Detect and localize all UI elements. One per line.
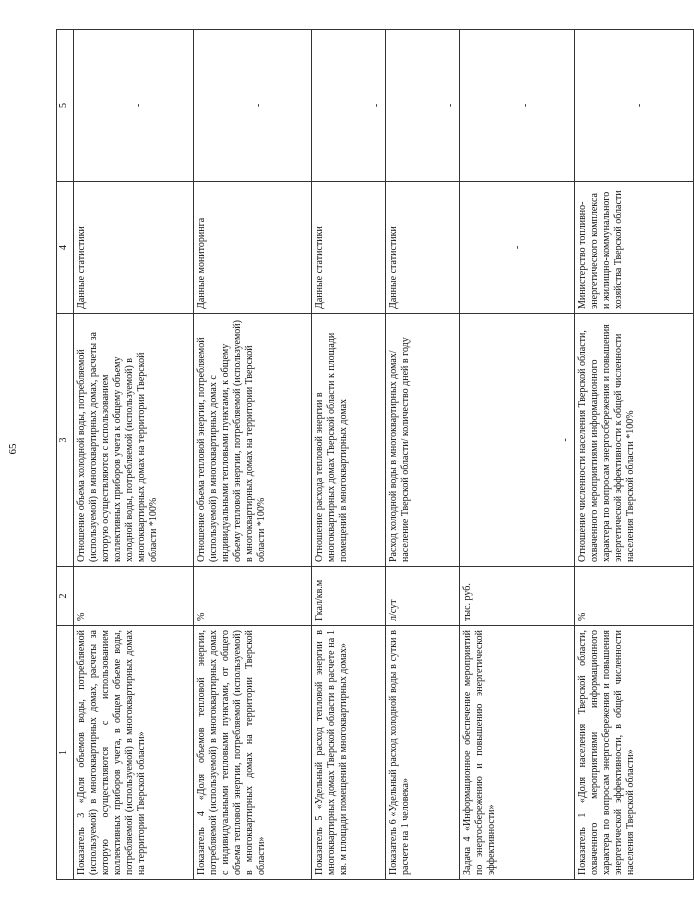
data-source: Министерство топливно-энергетического комплекса и жилищно-коммунального хозяйства Тверской области [574,182,693,314]
header-col5: 5 [57,30,74,182]
table-row [386,30,460,880]
page-number: 65 [7,443,19,455]
indicator-name: Показатель 6 «Удельный расход холодной воды в сутки в расчете на 1 человека» [386,626,460,880]
table-row [74,30,194,880]
unit: л/сут [386,567,460,626]
unit: тыс. руб. [460,567,575,626]
table-row [574,30,693,880]
note: - [574,30,693,182]
data-source: Данные статистики [74,182,194,314]
calculation-method: Отношение объема тепловой энергии, потребляемой (используемой) в многоквартирных домах с индивидуальными тепловыми пунктами, к общему объему тепловой энергии, потребляемой (используемой) в многоквартирных домах на территории Тверской области *100% [194,314,312,567]
header-row [57,30,74,880]
data-source: Данные статистики [386,182,460,314]
data-source: Данные статистики [312,182,386,314]
calculation-method: Отношение объема холодной воды, потребляемой (используемой) в многоквартирных домах, расчеты за которую осуществляются с использованием коллективных приборов учета к общему объему холодной воды, потребляемой (используемой) в многоквартирных домах на территории Тверской области *100% [74,314,194,567]
unit: % [74,567,194,626]
calculation-method: - [460,314,575,567]
data-source: Данные мониторинга [194,182,312,314]
note: - [386,30,460,182]
indicator-name: Показатель 4 «Доля объемов тепловой энергии, потребляемой (используемой) в многоквартирных домах с индивидуальными тепловыми пунктами, от общего объема тепловой энергии, потребляемой (используемой) в многоквартирных домах на территории Тверской области» [194,626,312,880]
header-col3: 3 [57,314,74,567]
note: - [312,30,386,182]
data-source: - [460,182,575,314]
unit: Гкал/кв.м [312,567,386,626]
indicator-table [56,30,646,880]
calculation-method: Расход холодной воды в многоквартирных домах/население Тверской области/ количество дней в году [386,314,460,567]
rotated-page [56,30,646,880]
note: - [460,30,575,182]
indicator-name: Показатель 5 «Удельный расход тепловой энергии в многоквартирных домах Тверской области в расчете на 1 кв. м площади помещений в многоквартирных домах» [312,626,386,880]
unit: % [194,567,312,626]
indicator-name: Показатель 1 «Доля населения Тверской области, охваченного мероприятиями информационного характера по вопросам энергосбережения и повышения энергетической эффективности, в общей численности населения Тверской области» [574,626,693,880]
indicator-name: Показатель 3 «Доля объемов воды, потребляемой (используемой) в многоквартирных домах, расчеты за которую осуществляются с использованием коллективных приборов учета, в общем объеме воды, потребляемой (используемой) в многоквартирных домах на территории Тверской области» [74,626,194,880]
note: - [194,30,312,182]
table-row [194,30,312,880]
calculation-method: Отношение расхода тепловой энергии в многоквартирных домах Тверской области к площади помещений в многоквартирных домах [312,314,386,567]
header-col2: 2 [57,567,74,626]
note: - [74,30,194,182]
header-col4: 4 [57,182,74,314]
header-col1: 1 [57,626,74,880]
task-name: Задача 4 «Информационное обеспечение мероприятий по энергосбережению и повышению энергетической эффективности» [460,626,575,880]
table-row [312,30,386,880]
calculation-method: Отношение численности населения Тверской области, охваченного мероприятиями информационного характера по вопросам энергосбережения и повышения энергетической эффективности к общей численности населения Тверской области *100% [574,314,693,567]
unit: % [574,567,693,626]
table-row [460,30,575,880]
